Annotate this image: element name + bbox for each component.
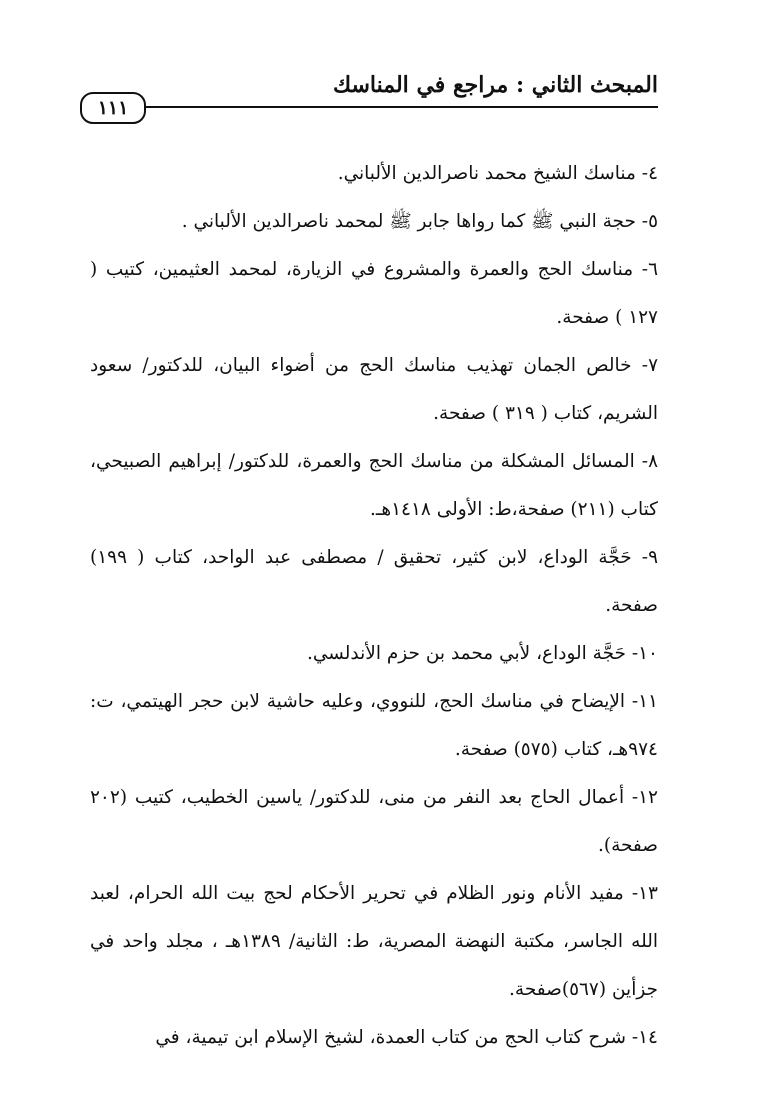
- entry-text: ١٠- حَجَّة الوداع، لأبي محمد بن حزم الأندلسي.: [306, 643, 658, 664]
- page-header: [80, 72, 658, 122]
- reference-entry-11: [90, 678, 658, 774]
- page-number: ١١١: [80, 92, 146, 124]
- reference-entry-10: [90, 630, 658, 678]
- entry-text: ١٣- مفيد الأنام ونور الظلام في تحرير الأحكام لحج بيت الله الحرام، لعبد الله الجاسر، مكتبة النهضة المصرية، ط: الثانية/ ١٣٨٩هـ ، مجلد واحد في جزأين (٥٦٧)صفحة.: [90, 883, 658, 1000]
- entry-text: ١٢- أعمال الحاج بعد النفر من منى، للدكتور/ ياسين الخطيب، كتيب (٢٠٢ صفحة).: [90, 787, 658, 856]
- entry-text: ٦- مناسك الحج والعمرة والمشروع في الزيارة، لمحمد العثيمين، كتيب ( ١٢٧ ) صفحة.: [90, 259, 658, 328]
- reference-list: [90, 150, 658, 1062]
- reference-entry-8: [90, 438, 658, 534]
- entry-text: ١٤- شرح كتاب الحج من كتاب العمدة، لشيخ الإسلام ابن تيمية، في: [155, 1027, 658, 1048]
- reference-entry-13: [90, 870, 658, 1014]
- chapter-title: المبحث الثاني : مراجع في المناسك: [332, 72, 658, 98]
- reference-entry-6: [90, 246, 658, 342]
- entry-text: ٨- المسائل المشكلة من مناسك الحج والعمرة، للدكتور/ إبراهيم الصبيحي، كتاب (٢١١) صفحة،ط: الأولى ١٤١٨هـ.: [90, 451, 658, 520]
- reference-entry-7: [90, 342, 658, 438]
- reference-entry-12: [90, 774, 658, 870]
- entry-text: ٤- مناسك الشيخ محمد ناصرالدين الألباني.: [337, 163, 658, 184]
- entry-text: ٥- حجة النبي ﷺ كما رواها جابر ﷺ لمحمد ناصرالدين الألباني .: [181, 211, 658, 232]
- header-rule: [144, 106, 658, 108]
- reference-entry-5: [90, 198, 658, 246]
- reference-entry-4: [90, 150, 658, 198]
- reference-entry-14: [90, 1014, 658, 1062]
- entry-text: ٩- حَجَّة الوداع، لابن كثير، تحقيق / مصطفى عبد الواحد، كتاب ( ١٩٩) صفحة.: [90, 547, 658, 616]
- entry-text: ١١- الإيضاح في مناسك الحج، للنووي، وعليه حاشية لابن حجر الهيتمي، ت: ٩٧٤هـ، كتاب (٥٧٥) صفحة.: [90, 691, 658, 760]
- reference-entry-9: [90, 534, 658, 630]
- entry-text: ٧- خالص الجمان تهذيب مناسك الحج من أضواء البيان، للدكتور/ سعود الشريم، كتاب ( ٣١٩ ) صفحة.: [90, 355, 658, 424]
